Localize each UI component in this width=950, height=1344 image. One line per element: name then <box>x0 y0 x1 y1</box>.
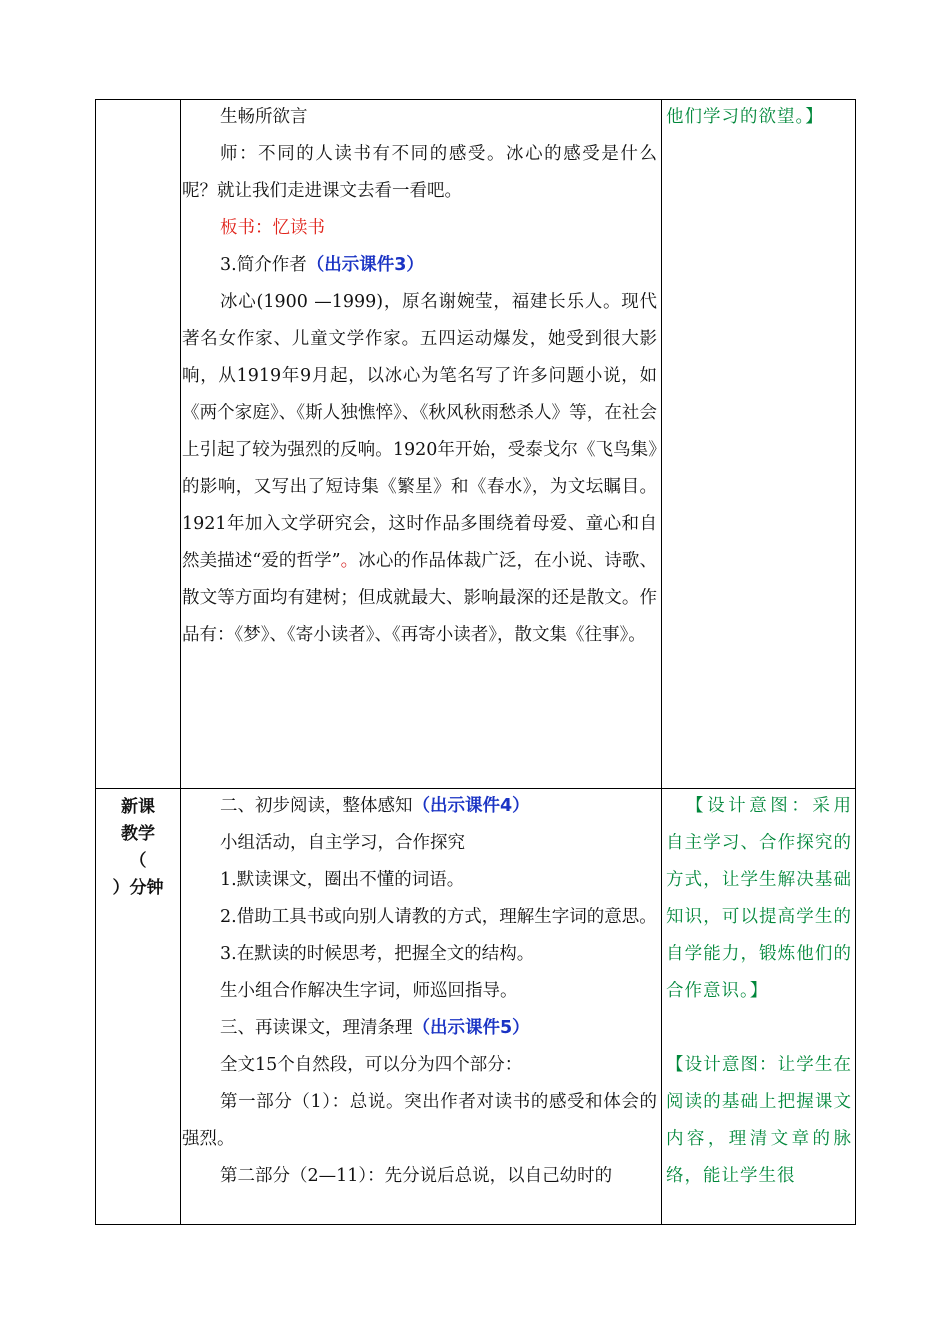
text-line: 生畅所欲言 <box>220 107 308 127</box>
courseware-ref: （出示课件3） <box>306 255 424 275</box>
stage-label-2: 教学 <box>121 824 155 844</box>
row1-right-cell <box>663 99 855 787</box>
author-intro-main: 冰心(1900 —1999)，原名谢婉莹，福建长乐人。现代著名女作家、儿童文学作家。五四运动爆发，她受到很大影响，从1919年9月起，以冰心为笔名写了许多问题小说，如《两个家庭》、《斯人独憔悴》、《秋风秋雨愁杀人》等，在社会上引起了较为强烈的反响。1920年开始，受泰戈尔《飞鸟集》的影响，又写出了短诗集《繁星》和《春水》，为文坛瞩目。1921年加入文学研究会，这时作品多围绕着母爱、童心和自然美描述“爱的哲学” <box>182 292 657 571</box>
stage-label-3: （ <box>129 851 147 871</box>
row2-middle-cell <box>182 788 660 1224</box>
blackboard-note: 板书：忆读书 <box>220 218 325 238</box>
text-line: 2.借助工具书或向别人请教的方式，理解生字词的意思。 <box>220 907 657 927</box>
text-line: 师：不同的人读书有不同的感受。冰心的感受是什么呢？就让我们走进课文去看一看吧。 <box>182 144 657 201</box>
column-divider-2 <box>661 100 662 1224</box>
author-intro-rest: 冰心的作品体裁广泛，在小说、诗歌、散文等方面均有建树；但成就最大、影响最深的还是散文。作品有：《梦》、《寄小读者》、《再寄小读者》，散文集《往事》。 <box>182 551 657 645</box>
heading-text: 三、再读课文，理清条理 <box>220 1018 413 1038</box>
text-line: 全文15个自然段，可以分为四个部分： <box>220 1055 523 1075</box>
row1-middle-cell <box>182 99 660 787</box>
text-line: 第一部分（1）：总说。突出作者对读书的感受和体会的强烈。 <box>182 1092 657 1149</box>
column-divider-1 <box>180 100 181 1224</box>
design-intent-2: 【设计意图：让学生在阅读的基础上把握课文内容，理清文章的脉络，能让学生很 <box>666 1055 852 1186</box>
lesson-plan-table <box>95 99 856 1225</box>
stage-label-1: 新课 <box>121 797 155 817</box>
design-intent-1: 【设计意图：采用自主学习、合作探究的方式，让学生解决基础知识，可以提高学生的自学能力，锻炼他们的合作意识。】 <box>666 796 852 1001</box>
text-line: 第二部分（2—11）：先分说后总说，以自己幼时的 <box>220 1166 613 1186</box>
courseware-ref: （出示课件5） <box>412 1018 530 1038</box>
row2-left-cell <box>96 793 180 1223</box>
heading-text: 3.简介作者 <box>220 255 307 275</box>
text-line: 3.在默读的时候思考，把握全文的结构。 <box>220 944 535 964</box>
section-heading <box>182 247 657 284</box>
author-intro-punct: 。 <box>340 551 359 571</box>
design-intent-text: 他们学习的欲望。】 <box>666 107 824 127</box>
text-line: 小组活动，自主学习，合作探究 <box>220 833 465 853</box>
spacer <box>666 1010 852 1047</box>
heading-text: 二、初步阅读，整体感知 <box>220 796 413 816</box>
section-heading <box>182 1010 657 1047</box>
author-intro <box>182 284 657 654</box>
text-line: 1.默读课文，圈出不懂的词语。 <box>220 870 465 890</box>
row2-right-cell <box>663 788 855 1224</box>
text-line: 生小组合作解决生字词，师巡回指导。 <box>220 981 518 1001</box>
section-heading <box>182 788 657 825</box>
stage-label-4: ）分钟 <box>112 878 164 898</box>
row1-left-cell <box>96 100 180 788</box>
courseware-ref: （出示课件4） <box>412 796 530 816</box>
